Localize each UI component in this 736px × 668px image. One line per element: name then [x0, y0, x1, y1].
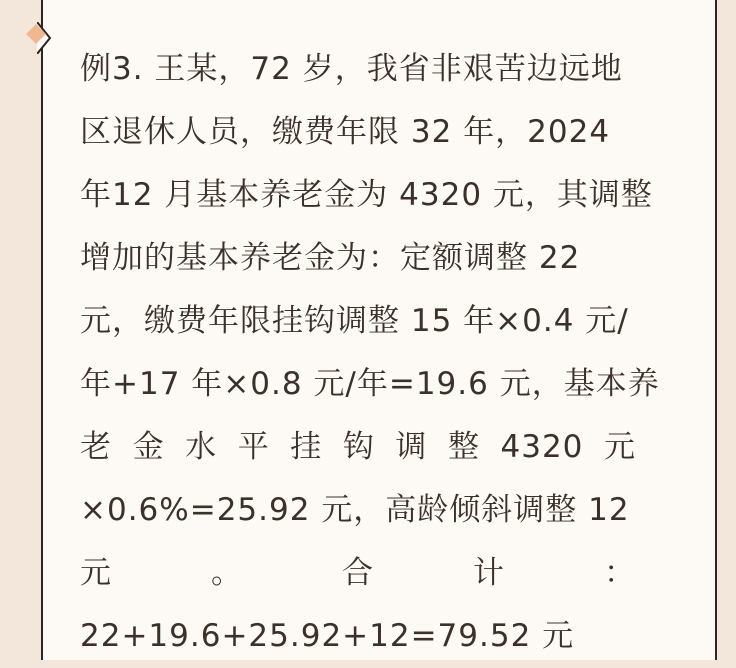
text-line-9-justified: [80, 542, 636, 605]
text-line-4: 增加的基本养老金为：定额调整 22: [80, 240, 581, 276]
word: ：: [604, 555, 636, 591]
word: 老: [80, 429, 112, 465]
word: 计: [473, 555, 505, 591]
word: 调: [395, 429, 428, 465]
word: 金: [132, 429, 165, 465]
word: 合: [342, 555, 374, 591]
word: 挂: [290, 429, 323, 465]
text-line-3: 年12 月基本养老金为 4320 元，其调整: [80, 177, 653, 213]
text-line-10-partial: 22+19.6+25.92+12=79.52 元: [80, 618, 575, 654]
word: 钩: [342, 429, 375, 465]
word: 元: [80, 555, 112, 591]
word: 整: [447, 429, 480, 465]
word: 平: [237, 429, 270, 465]
word: 元: [603, 429, 636, 465]
article-body: [80, 38, 660, 668]
text-line-8: ×0.6%=25.92 元，高龄倾斜调整 12: [80, 492, 630, 528]
word: 水: [185, 429, 218, 465]
text-line-5: 元，缴费年限挂钩调整 15 年×0.4 元/: [80, 303, 629, 339]
text-line-6: 年+17 年×0.8 元/年=19.6 元，基本养: [80, 366, 660, 402]
text-line-7-justified: [80, 416, 636, 479]
text-line-1: 例3. 王某，72 岁，我省非艰苦边远地: [80, 51, 623, 87]
word: 4320: [500, 429, 584, 465]
word: 。: [211, 555, 243, 591]
text-line-2: 区退休人员，缴费年限 32 年，2024: [80, 114, 611, 150]
